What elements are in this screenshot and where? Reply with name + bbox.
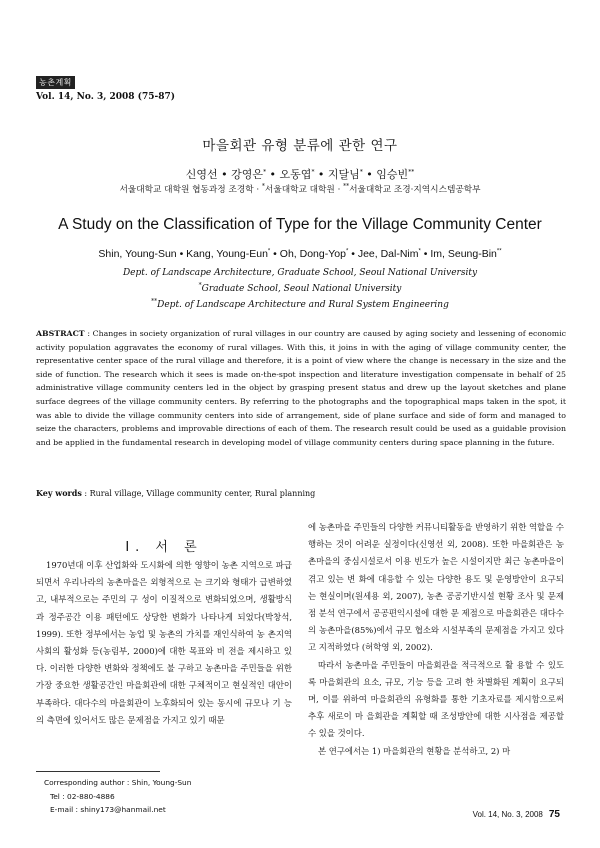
- keywords-text: : Rural village, Village community center, Rural planning: [84, 489, 316, 498]
- body-line: 성이 이질적으로 변화되었으며, 생활방식과 정주공간 이용: [36, 594, 292, 622]
- body-line: 한 차별화된 계획이 요구되며, 이를 위하여 마을회관의: [308, 676, 565, 705]
- paper-title-english: A Study on the Classification of Type for the Village Community Center: [58, 216, 542, 233]
- korean-author-name: 오동엽: [279, 168, 312, 181]
- body-line: 마을회관에 대한 구체적이고 현실적인 대안이 부족하다.: [36, 680, 292, 708]
- body-line: 1970년대 이후 산업화와 도시화에 의한 영향이 농촌: [46, 560, 238, 570]
- english-author-name: Jee, Dal-Nim: [357, 248, 419, 260]
- body-line: 패턴에도 상당한 변화가 나타나게 되었다(박창석, 1999).: [36, 611, 292, 639]
- english-author-name: Kang, Young-Eun: [186, 248, 268, 260]
- body-line: 전을 제시하고 있다. 이러한 다양한 변화와 정책에도 불: [36, 646, 292, 674]
- page-footer: [473, 809, 560, 820]
- affiliation-2-mark: *: [261, 183, 265, 191]
- body-line: 촌지역사회의 활성화 등(농림부, 2000)에 대한 목표와 비: [36, 628, 293, 657]
- body-line: 따라서 농촌마을 주민들이 마을회관을 적극적으로 활: [318, 659, 514, 670]
- abstract-line: space planning in the future.: [439, 437, 555, 447]
- body-line: 본 연구에서는 1) 마을회관의 현황을 분석하고, 2) 마: [318, 745, 511, 756]
- body-line: 용할 수 있도록 마을회관의 요소, 규모, 기능 등을 고려: [308, 659, 564, 687]
- author-list-korean: [0, 166, 600, 182]
- author-separator: •: [348, 248, 358, 260]
- korean-author-name: 임승빈: [376, 168, 409, 181]
- body-line: 에 농촌마을 주민들의 다양한 커뮤니티활동을 반영하기: [308, 522, 508, 532]
- affiliation-english-2-text: Graduate School, Seoul National University: [201, 284, 402, 294]
- section-heading: I. 서 론: [125, 540, 203, 555]
- footer-issue: Vol. 14, No. 3, 2008: [472, 810, 543, 819]
- affiliation-3-mark: **: [343, 183, 350, 191]
- author-separator: •: [266, 168, 280, 181]
- body-line: 조사 및 문제점 분석 연구에서 공공편익시설에 대한 문: [308, 590, 564, 619]
- body-line: 2008). 또한 마을회관은 농촌마을의 중심시설로서 이용: [308, 539, 565, 567]
- abstract-line: form and managed to seize the characters, problems and improvable directions of each of them. The research result could be used: [36, 410, 567, 434]
- korean-author-mark: *: [359, 168, 363, 176]
- english-author-mark: *: [418, 248, 421, 255]
- body-line: 대다수의 마을회관이 노후화되어 있는 동시에 규모나 기: [74, 697, 281, 708]
- affiliation-english-2-mark: *: [198, 282, 202, 289]
- affiliation-english-3: [0, 300, 600, 310]
- body-line: 구하고 농촌마을 주민들을 위한 가장 중요한 생활공간인: [36, 663, 292, 691]
- author-separator: •: [176, 248, 187, 260]
- corresponding-email[interactable]: E-mail : shiny173@hanmail.net: [50, 805, 166, 814]
- body-paragraph: [308, 519, 564, 657]
- english-author-mark: *: [267, 248, 271, 255]
- body-line: 는 크기와 형태가 급변하였고, 내부적으로는 주민의 구: [36, 577, 292, 605]
- abstract: [36, 327, 566, 449]
- footnote-divider: [36, 771, 160, 772]
- journal-volume: Vol. 14, No. 3, 2008 (75-87): [36, 92, 175, 102]
- affiliation-english-1: [0, 268, 600, 278]
- abstract-line: economic activity population aggravates the economy of rural villages. With this, it joins in with the aging of village community: [36, 329, 566, 352]
- body-line: 능의 측면에 있어서도 많은 문제점을 가지고 있기 때문: [36, 697, 292, 725]
- korean-author-name: 강영은: [231, 168, 264, 181]
- english-author-mark: **: [496, 248, 502, 255]
- page-number: 75: [548, 809, 560, 820]
- english-author-mark: *: [345, 248, 349, 255]
- english-author-name: Im, Seung-Bin: [430, 248, 497, 260]
- body-line: 또한 정부에서는 농업 및 농촌의 가치를 재인식하여 농: [66, 628, 265, 639]
- abstract-line: the size and the side of function. The research which it sees is made on-the-spot inspection and literature investigation compensate: [36, 356, 567, 379]
- english-author-name: Shin, Young-Sun: [98, 248, 177, 260]
- affiliation-english-2: [0, 284, 600, 294]
- affiliation-korean: 서울대학교 대학원 협동과정 조경학 · *서울대학교 대학원 · **서울대학교 조경·지역시스템공학부: [119, 183, 481, 195]
- body-column-right: [308, 519, 564, 760]
- body-line: 을회관을 계획할 때 조성방안에 대한 시사점을 제공할: [366, 711, 564, 722]
- korean-author-mark: *: [311, 168, 315, 176]
- correspondence-note: [44, 776, 191, 817]
- korean-author-name: 신영선: [185, 168, 218, 181]
- body-line: 빈도가 높은 시설이지만 최근 농촌마을이 겪고 있는 변: [308, 556, 564, 584]
- english-author-name: Oh, Dong-Yop: [279, 248, 346, 260]
- abstract-line: in behalf of 25 administrative village community centers led in the object by grasping present status and drew up the layout: [36, 369, 566, 393]
- affiliation-3: 서울대학교 조경·지역시스템공학부: [349, 185, 481, 195]
- body-line: 는 현실이며(원세용 외, 2007), 농촌 공공기반시설 현황: [308, 590, 514, 601]
- body-paragraph: [308, 743, 564, 760]
- body-line: 위한 역할을 수행하는 것이 어려운 실정이다(신영선 외,: [308, 522, 564, 550]
- body-line: 협소와 시설부족의 문제점을 가지고 있다고 지적하였다: [308, 625, 564, 653]
- journal-badge: 농촌계획: [36, 76, 75, 89]
- author-separator: •: [314, 168, 328, 181]
- body-line: 화에 대응할 수 있는 다양한 용도 및 운영방안이 요구되: [358, 573, 564, 584]
- abstract-line: center, the representative center space of the rural village and therefore, it is a point of view where the change is necessary in: [36, 342, 566, 366]
- body-line: 유형화를 통한 기초자료를 제시함으로써 추후 새로이 마: [308, 694, 564, 722]
- body-line: 제점으로 마을회관은 대다수의 농촌마을(85%)에서 규모: [308, 608, 564, 636]
- affiliation-english-1-text: Dept. of Landscape Architecture, Graduate School, Seoul National University: [122, 268, 478, 278]
- body-line: 수 있을 것이다.: [308, 728, 365, 739]
- corresponding-tel: Tel : 02-880-4886: [50, 791, 115, 801]
- affiliation-english-3-text: Dept. of Landscape Architecture and Rural System Engineering: [157, 300, 449, 310]
- corresponding-author: Corresponding author : Shin, Young-Sun: [44, 778, 192, 787]
- korean-author-name: 지달님: [327, 168, 360, 181]
- abstract-line: : Changes in society organization of rural villages in our country are caused by aging society and lessening of: [87, 329, 526, 338]
- author-separator: •: [217, 168, 232, 181]
- body-line: (허학영 외, 2002).: [361, 642, 433, 653]
- affiliation-english-3-mark: **: [151, 298, 158, 305]
- abstract-line: taken in the spot, it was able to divide the village community centers into side of arrangement, side of plane surface and side of: [36, 396, 566, 420]
- body-paragraph: [36, 557, 292, 729]
- korean-author-mark: *: [263, 168, 267, 176]
- paper-title-korean: 마을회관 유형 분류에 관한 연구: [202, 138, 398, 154]
- keywords: [36, 488, 315, 498]
- abstract-line: sketches and plane surface degrees of the village community centers. By referring to the photographs and the topographical maps: [36, 383, 566, 406]
- korean-author-mark: **: [408, 168, 415, 176]
- keywords-label: Key words: [36, 488, 82, 498]
- author-list-english: [0, 248, 600, 260]
- body-line: 지역으로 파급되면서 우리나라의 농촌마을은 외형적으로: [36, 560, 292, 588]
- body-paragraph: [308, 657, 564, 743]
- abstract-line: as a guidable provision and be applied in the fundamental research in developing model of village community centers during: [36, 424, 567, 447]
- affiliation-2: 서울대학교 대학원: [264, 185, 335, 195]
- body-column-left: [36, 557, 292, 729]
- affiliation-1: 서울대학교 대학원 협동과정 조경학: [119, 185, 254, 195]
- abstract-label: ABSTRACT: [36, 329, 85, 338]
- author-separator: •: [362, 168, 377, 181]
- author-separator: •: [420, 248, 431, 260]
- author-separator: •: [270, 248, 280, 260]
